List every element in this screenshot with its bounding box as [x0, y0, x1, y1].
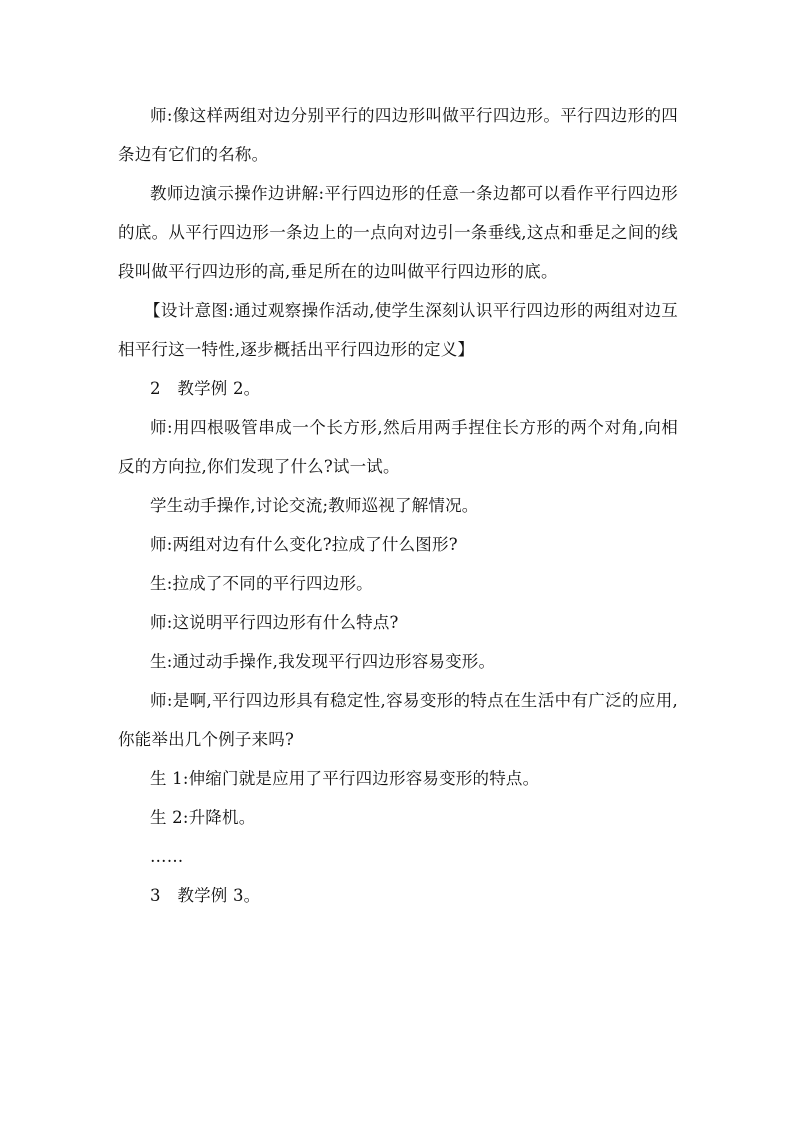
paragraph-student-2-answer: 生 2:升降机。 — [150, 808, 256, 827]
paragraph-demonstration: 教师边演示操作边讲解:平行四边形的任意一条边都可以看作平行四边形的底。从平行四边形一条边上的一点向对边引一条垂线,这点和垂足之间的线段叫做平行四边形的高,垂足所在的边叫做平行四边形的底。 — [118, 184, 678, 281]
heading-example-3: 3 教学例 3。 — [150, 886, 261, 905]
paragraph-student-answer-1: 生:拉成了不同的平行四边形。 — [150, 574, 373, 593]
paragraph-straw-activity: 师:用四根吸管串成一个长方形,然后用两手捏住长方形的两个对角,向相反的方向拉,你们发现了什么?试一试。 — [118, 418, 678, 476]
paragraph-teacher-question-1: 师:两组对边有什么变化?拉成了什么图形? — [150, 535, 458, 554]
paragraph-design-intent: 【设计意图:通过观察操作活动,使学生深刻认识平行四边形的两组对边互相平行这一特性,逐步概括出平行四边形的定义】 — [118, 301, 678, 359]
paragraph-definition: 师:像这样两组对边分别平行的四边形叫做平行四边形。平行四边形的四条边有它们的名称。 — [118, 106, 678, 164]
paragraph-student-operation: 学生动手操作,讨论交流;教师巡视了解情况。 — [150, 496, 479, 515]
paragraph-student-answer-2: 生:通过动手操作,我发现平行四边形容易变形。 — [150, 652, 496, 671]
paragraph-ellipsis: …… — [150, 847, 184, 866]
heading-example-2: 2 教学例 2。 — [150, 379, 261, 398]
paragraph-teacher-question-3: 师:是啊,平行四边形具有稳定性,容易变形的特点在生活中有广泛的应用,你能举出几个例子来吗? — [118, 691, 678, 749]
document-body — [118, 96, 678, 915]
paragraph-teacher-question-2: 师:这说明平行四边形有什么特点? — [150, 613, 399, 632]
paragraph-student-1-answer: 生 1:伸缩门就是应用了平行四边形容易变形的特点。 — [150, 769, 540, 788]
